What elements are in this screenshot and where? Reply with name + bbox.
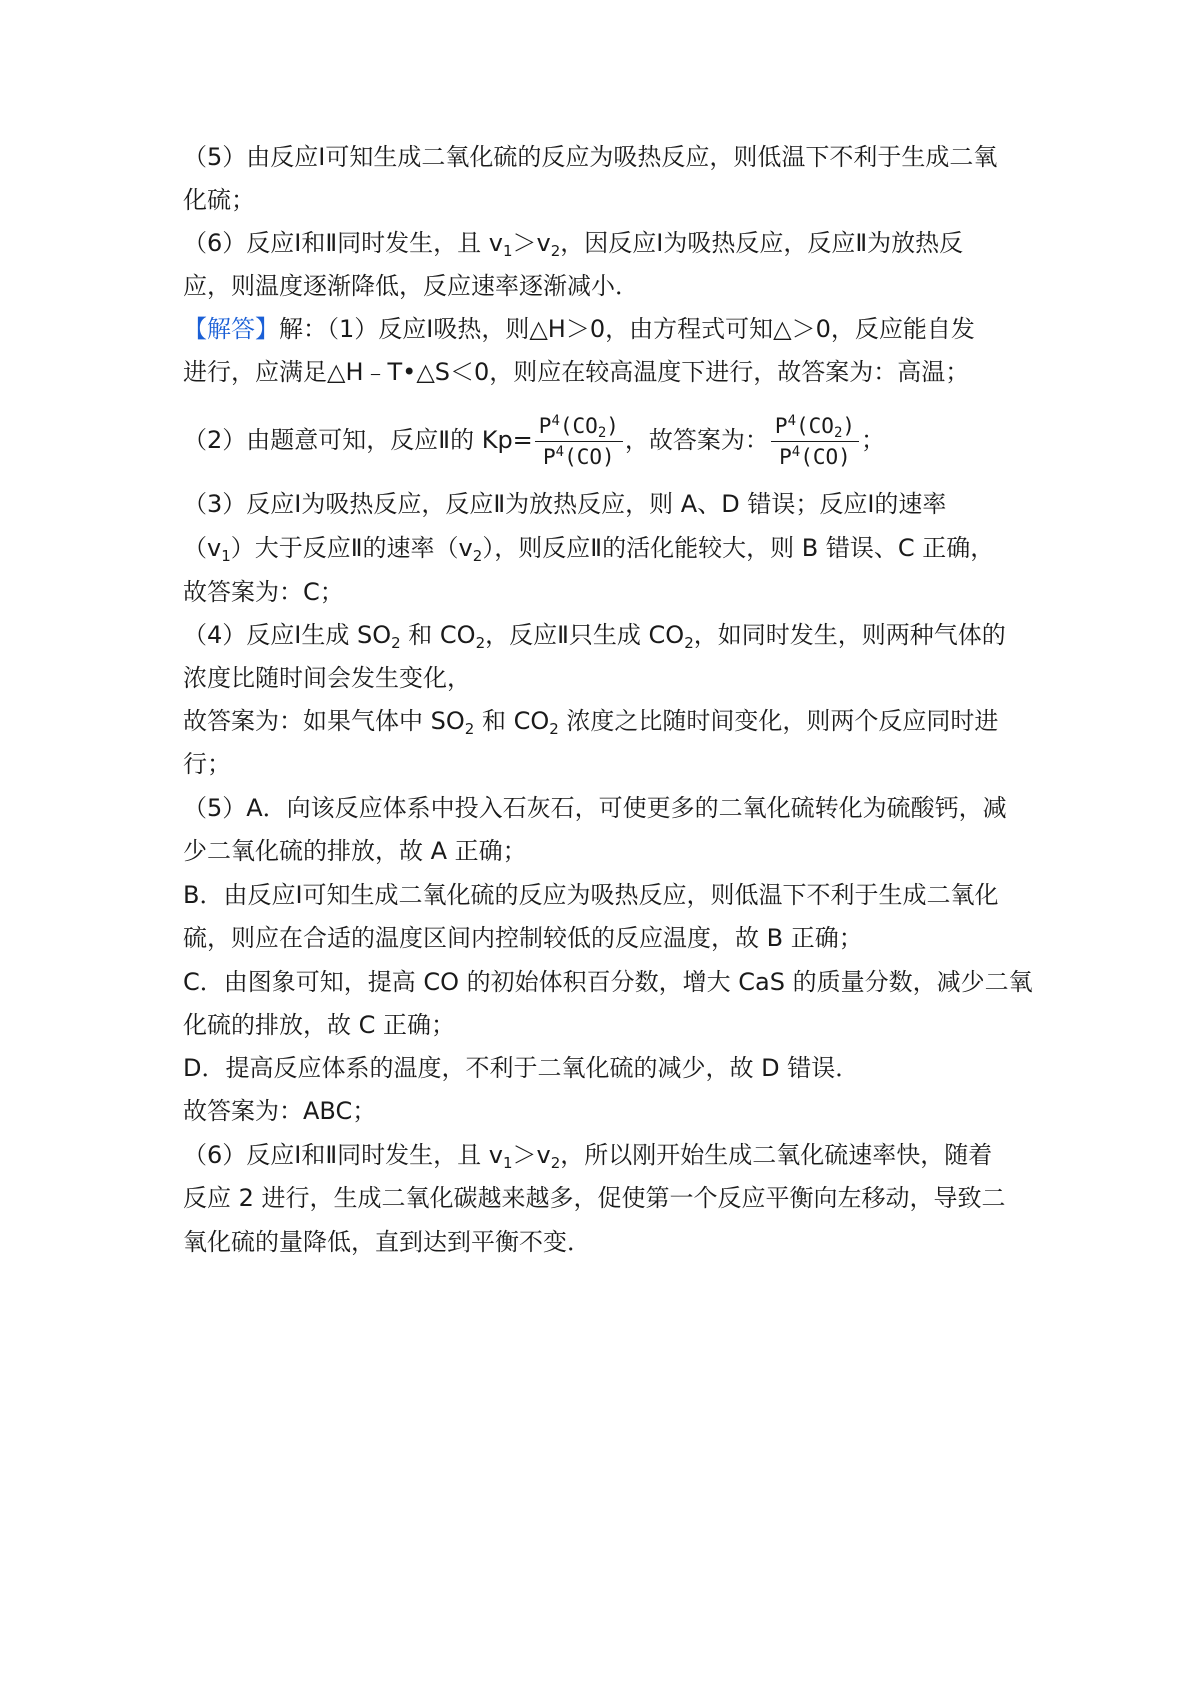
answer-tag: 【解答】 <box>183 315 279 343</box>
text-line: （3）反应Ⅰ为吸热反应，反应Ⅱ为放热反应，则 A、D 错误；反应Ⅰ的速率 <box>183 490 947 518</box>
text-line: 化硫的排放，故 C 正确； <box>183 1011 456 1039</box>
text-line: （5）由反应Ⅰ可知生成二氧化硫的反应为吸热反应，则低温下不利于生成二氧 <box>183 143 998 171</box>
text-line: 硫，则应在合适的温度区间内控制较低的反应温度，故 B 正确； <box>183 924 863 952</box>
text-line: （2）由题意可知，反应Ⅱ的 Kp= $\frac{P^4(CO_2)}{P^4(CO)}$ ，故答案为： $\frac{P^4(CO_2)}{P^4(CO)}$ ； <box>183 400 885 480</box>
text-line: 故答案为：如果气体中 $SO_2$ 和 $CO_2$ 浓度之比随时间变化，则两个反应同时进 <box>183 707 999 738</box>
text-line: （5）A．向该反应体系中投入石灰石，可使更多的二氧化硫转化为硫酸钙，减 <box>183 794 1007 822</box>
text-line: D．提高反应体系的温度，不利于二氧化硫的减少，故 D 错误． <box>183 1054 860 1082</box>
kp-fraction: $\frac{P^4(CO_2)}{P^4(CO)}$ <box>535 411 623 472</box>
text-line: 浓度比随时间会发生变化， <box>183 664 471 692</box>
text-line: 少二氧化硫的排放，故 A 正确； <box>183 837 527 865</box>
text-line: （6）反应Ⅰ和Ⅱ同时发生，且 $v_1>v_2$，因反应Ⅰ为吸热反应，反应Ⅱ为放热反 <box>183 229 964 260</box>
text-line: 应，则温度逐渐降低，反应速率逐渐减小． <box>183 272 639 300</box>
text-line: 行； <box>183 750 231 778</box>
text-line: 氧化硫的量降低，直到达到平衡不变． <box>183 1228 591 1256</box>
text-line: C．由图象可知，提高 CO 的初始体积百分数，增大 CaS 的质量分数，减少二氧 <box>183 968 1033 996</box>
text-line: 化硫； <box>183 186 255 214</box>
text-line: （4）反应Ⅰ生成 $SO_2$ 和 $CO_2$，反应Ⅱ只生成 $CO_2$，如同时发生，则两种气体的 <box>183 621 1006 652</box>
text-line: $(v_1)$大于反应Ⅱ的速率$(v_2)$，则反应Ⅱ的活化能较大，则 B 错误、C 正确， <box>183 534 995 565</box>
text-line: 故答案为：C； <box>183 578 344 606</box>
text-line: 故答案为：ABC； <box>183 1097 377 1125</box>
text-line: 【解答】解：（1）反应Ⅰ吸热，则△H＞0，由方程式可知△＞0，反应能自发 <box>183 315 975 343</box>
text-line: 进行，应满足△H﹣T•△S＜0，则应在较高温度下进行，故答案为：高温； <box>183 358 970 386</box>
text-line: （6）反应Ⅰ和Ⅱ同时发生，且 $v_1>v_2$，所以刚开始生成二氧化硫速率快，随着 <box>183 1141 993 1172</box>
text-line: 反应 2 进行，生成二氧化碳越来越多，促使第一个反应平衡向左移动，导致二 <box>183 1184 1006 1212</box>
kp-fraction: $\frac{P^4(CO_2)}{P^4(CO)}$ <box>771 411 859 472</box>
text-line: B．由反应Ⅰ可知生成二氧化硫的反应为吸热反应，则低温下不利于生成二氧化 <box>183 881 999 909</box>
